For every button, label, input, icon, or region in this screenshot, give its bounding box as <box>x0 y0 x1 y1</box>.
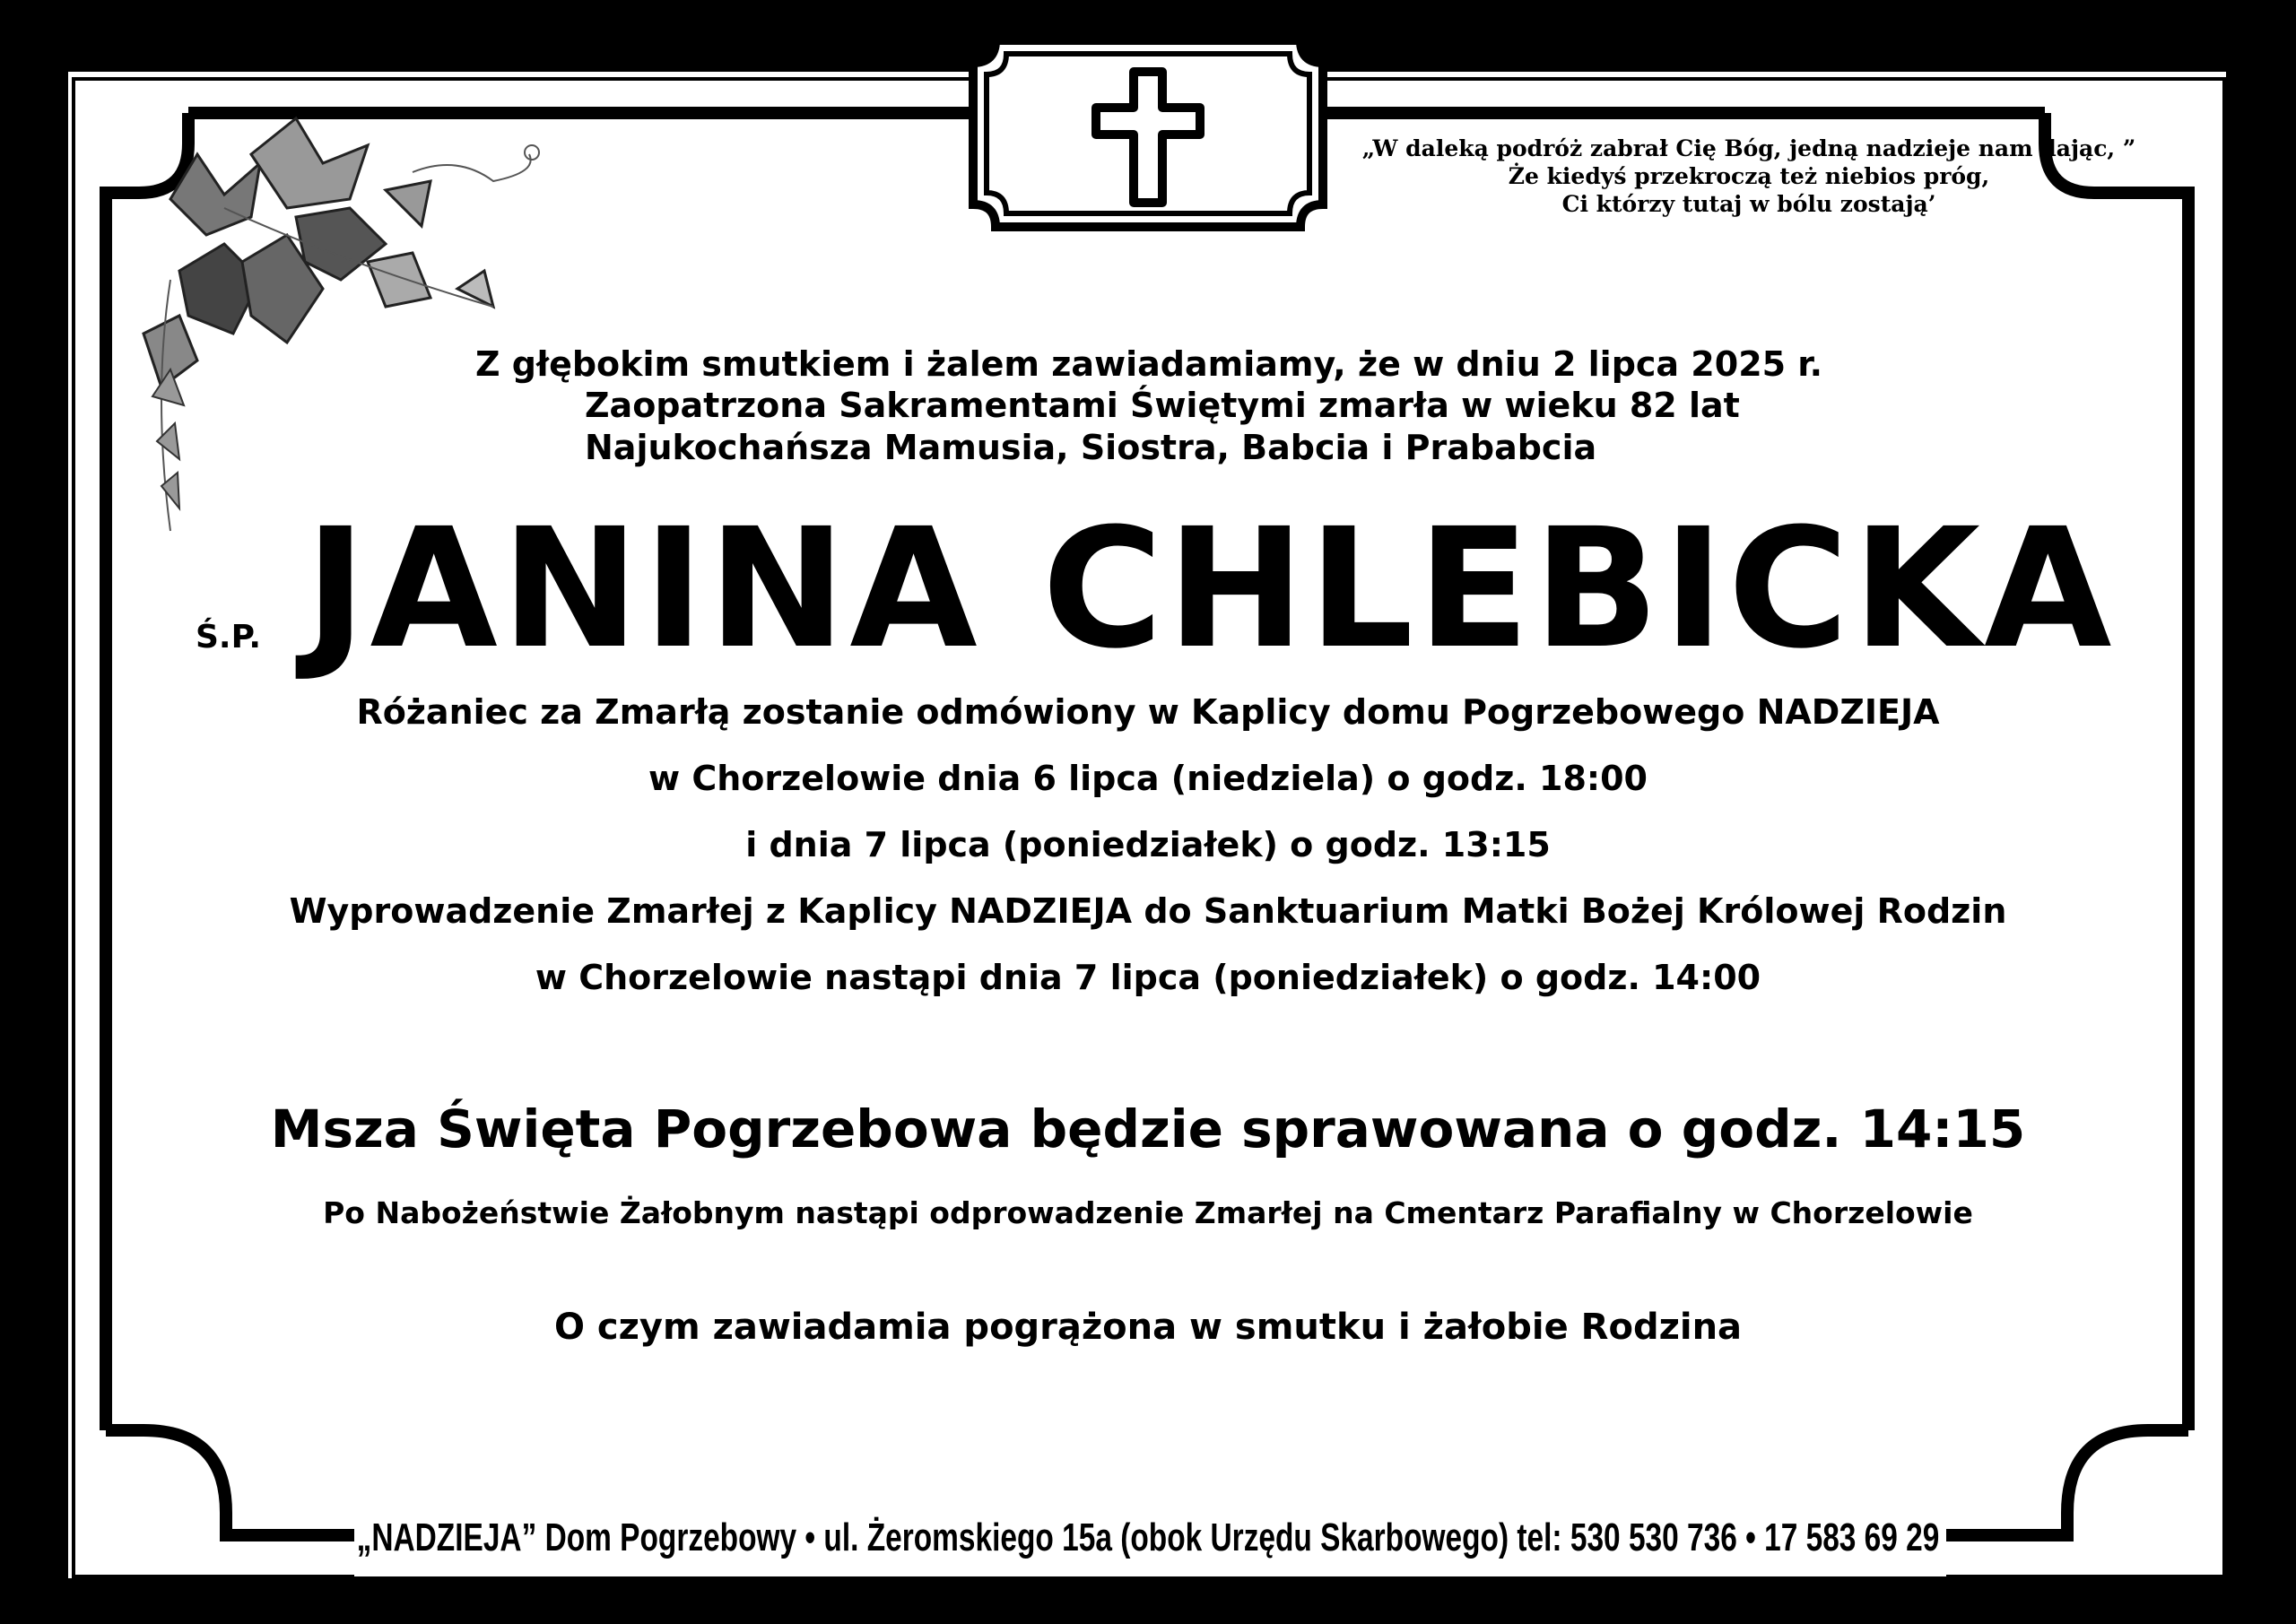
ceremony-line-4: Wyprowadzenie Zmarłej z Kaplicy NADZIEJA do Sanktuarium Matki Bożej Królowej Rodzin <box>289 891 2007 931</box>
cross-icon <box>1087 66 1209 210</box>
intro-line-2: Zaopatrzona Sakramentami Świętymi zmarła w wieku 82 lat <box>585 386 1740 425</box>
ceremony-line-3: i dnia 7 lipca (poniedziałek) o godz. 13:15 <box>745 825 1551 864</box>
ceremony-line-5: w Chorzelowie nastąpi dnia 7 lipca (poniedziałek) o godz. 14:00 <box>535 958 1761 997</box>
intro-line-1: Z głębokim smutkiem i żalem zawiadamiamy, że w dniu 2 lipca 2025 r. <box>475 344 1823 384</box>
ceremony-line-1: Różaniec za Zmarłą zostanie odmówiony w Kaplicy domu Pogrzebowego NADZIEJA <box>356 692 1940 732</box>
deceased-prefix: Ś.P. <box>196 619 262 656</box>
deceased-name: JANINA CHLEBICKA <box>305 493 2116 685</box>
ceremony-line-2: w Chorzelowie dnia 6 lipca (niedziela) o godz. 18:00 <box>648 759 1648 798</box>
funeral-mass: Msza Święta Pogrzebowa będzie sprawowana o godz. 14:15 <box>270 1099 2026 1159</box>
poem-line: Że kiedyś przekroczą też niebios próg, <box>1508 163 1990 189</box>
poem-line: „W daleką podróż zabrał Cię Bóg, jedną nadzieje nam dając, ” <box>1361 135 2136 161</box>
poem-line: Ci którzy tutaj w bólu zostają’ <box>1561 191 1936 217</box>
procession-note: Po Nabożeństwie Żałobnym nastąpi odprowadzenie Zmarłej na Cmentarz Parafialny w Chorzelowie <box>323 1195 1973 1230</box>
leaf-ornament-icon <box>117 100 565 549</box>
poem <box>1345 135 2152 218</box>
closing-line: O czym zawiadamia pogrążona w smutku i żałobie Rodzina <box>553 1307 1743 1348</box>
funeral-home-footer: „NADZIEJA” Dom Pogrzebowy • ul. Żeromskiego 15a (obok Urzędu Skarbowego) tel: 530 530 736 • 17 583 69 29 <box>356 1515 1940 1559</box>
intro-line-3: Najukochańsza Mamusia, Siostra, Babcia i Prababcia <box>585 428 1597 467</box>
